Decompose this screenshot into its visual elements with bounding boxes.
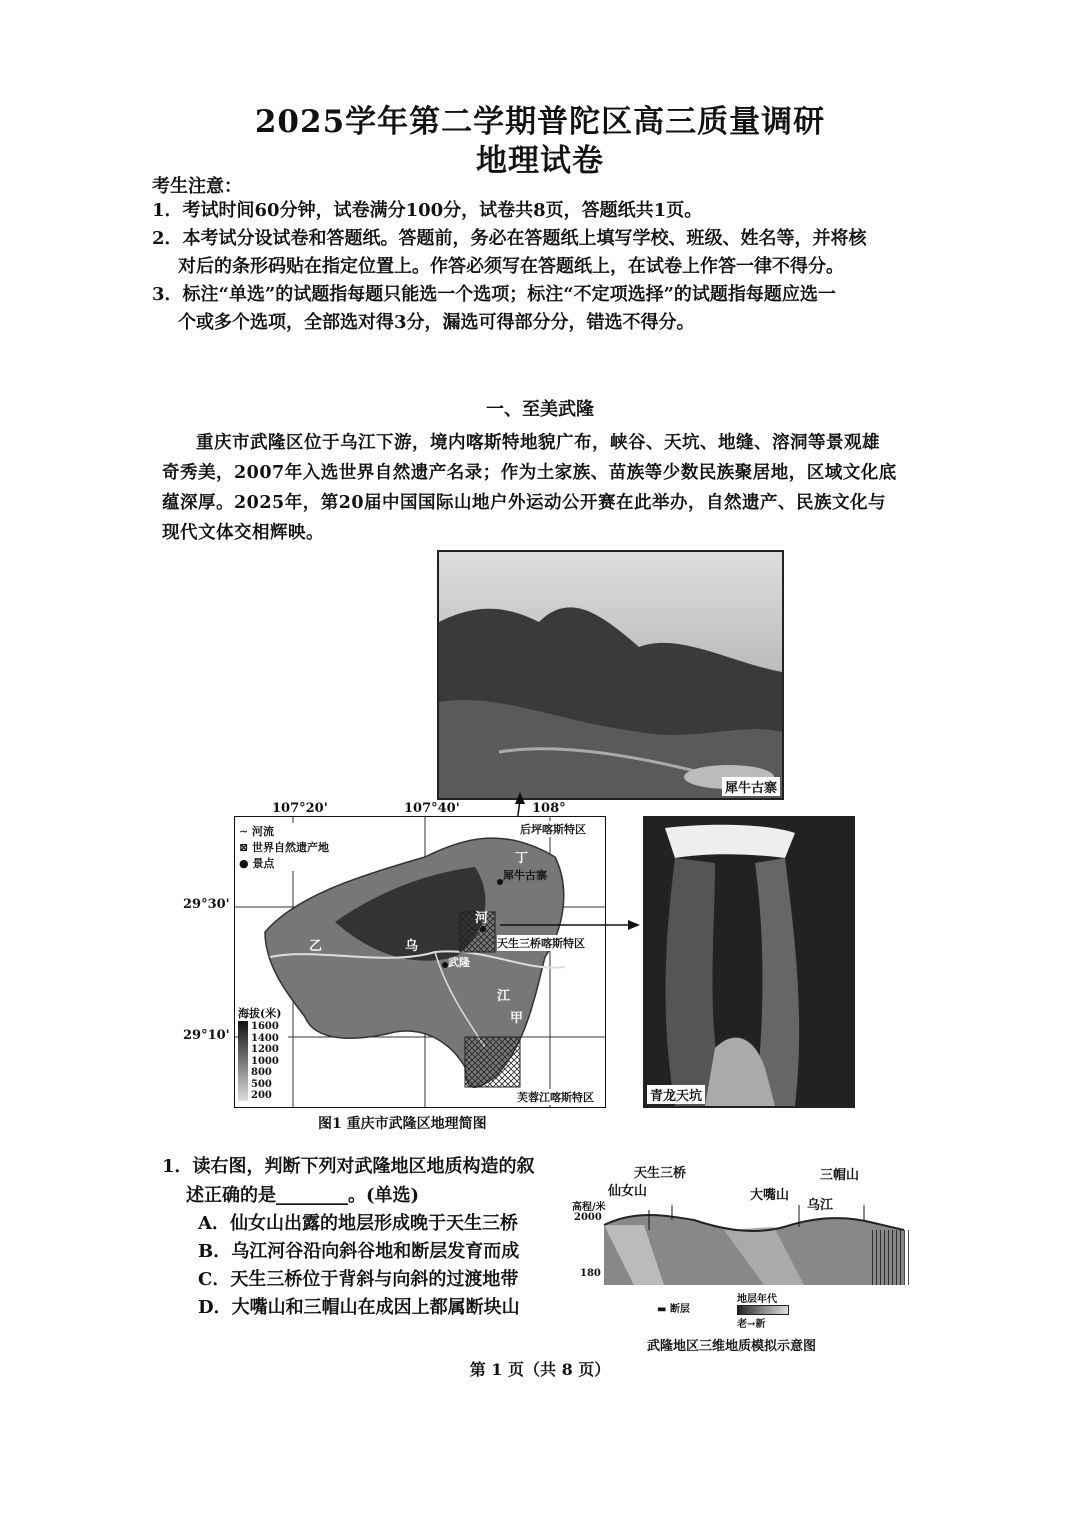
geology-block-diagram	[604, 1205, 914, 1290]
label-ding: 丁	[515, 851, 529, 866]
q1-stem-line-2: 述正确的是________。(单选)	[186, 1185, 420, 1206]
notice-item-2a: 2．本考试分设试卷和答题纸。答题前，务必在答题纸上填写学校、班级、姓名等，并将核	[152, 228, 867, 249]
figure2-caption: 武隆地区三维地质模拟示意图	[647, 1339, 817, 1354]
lat-label-1: 29°30'	[183, 897, 230, 912]
exam-title: 2025学年第二学期普陀区高三质量调研	[254, 104, 826, 140]
label-jiang: 江	[497, 989, 511, 1004]
q1-option-a[interactable]: A．仙女山出露的地层形成晚于天生三桥	[198, 1213, 518, 1234]
label-dazui-3d: 大嘴山	[750, 1188, 790, 1203]
map-legend	[239, 823, 329, 871]
wulong-map	[234, 816, 606, 1108]
lat-label-2: 29°10'	[183, 1028, 230, 1043]
label-tiansheng: 天生三桥喀斯特区	[497, 937, 585, 950]
intro-line-2: 奇秀美，2007年入选世界自然遗产名录；作为土家族、苗族等少数民族聚居地，区域文化底	[162, 463, 897, 483]
label-yi: 乙	[309, 939, 323, 954]
label-wulong: 武隆	[448, 956, 470, 969]
notice-item-3b: 个或多个选项，全部选对得3分，漏选可得部分分，错选不得分。	[178, 312, 695, 333]
xiniu-photo-label: 犀牛古寨	[722, 777, 780, 796]
q1-option-c[interactable]: C．天生三桥位于背斜与向斜的过渡地带	[198, 1269, 519, 1290]
notice-heading: 考生注意：	[152, 176, 242, 197]
lon-label-2: 107°40'	[404, 801, 460, 816]
label-houping: 后坪喀斯特区	[520, 823, 586, 836]
q1-stem-line-1: 1．读右图，判断下列对武隆地区地质构造的叙	[162, 1156, 535, 1177]
age-gradient-bar	[737, 1305, 789, 1315]
mountain-landscape-image	[439, 552, 782, 798]
legend-age-3d: 地层年代 老→新	[737, 1290, 789, 1330]
exam-subtitle: 地理试卷	[476, 143, 604, 179]
notice-item-1: 1．考试时间60分钟，试卷满分100分，试卷共8页，答题纸共1页。	[152, 200, 703, 221]
section-title: 一、至美武隆	[486, 399, 594, 420]
label-wujiang-3d: 乌江	[807, 1198, 834, 1213]
intro-line-3: 蕴深厚。2025年，第20届中国国际山地户外运动公开赛在此举办，自然遗产、民族文化与	[162, 493, 887, 513]
qinglong-sinkhole-photo	[643, 816, 855, 1108]
label-xiannv-3d: 仙女山	[608, 1184, 648, 1199]
heritage-icon: ⊠	[239, 841, 253, 854]
elevation-values: 1600 1400 1200 1000 800 500 200	[251, 1021, 279, 1101]
legend-river: ∼ 河流	[239, 825, 275, 838]
sinkhole-image	[645, 818, 853, 1106]
river-icon: ∼	[239, 825, 253, 838]
elevation-legend	[238, 1005, 288, 1102]
label-xiniu: 犀牛古寨	[503, 869, 547, 882]
lon-label-1: 107°20'	[272, 801, 328, 816]
axis-top-3d: 2000	[574, 1212, 602, 1223]
qinglong-photo-label: 青龙天坑	[647, 1085, 705, 1104]
xiniu-village-photo	[437, 550, 784, 800]
intro-line-4: 现代文体交相辉映。	[162, 523, 324, 543]
label-jia: 甲	[510, 1011, 524, 1026]
axis-bottom-3d: 180	[580, 1268, 601, 1279]
intro-line-1: 重庆市武隆区位于乌江下游，境内喀斯特地貌广布，峡谷、天坑、地缝、溶洞等景观雄	[196, 433, 880, 453]
fault-line-icon: ▬	[657, 1304, 670, 1315]
axis-title-3d: 高程/米	[572, 1202, 606, 1213]
q1-option-b[interactable]: B．乌江河谷沿向斜谷地和断层发育而成	[198, 1241, 520, 1262]
figure1-caption: 图1 重庆市武隆区地理简图	[318, 1116, 487, 1132]
elevation-title: 海拔(米)	[238, 1007, 282, 1020]
legend-spot: ● 景点	[239, 857, 275, 870]
page-number: 第 1 页（共 8 页）	[469, 1360, 611, 1379]
q1-option-d[interactable]: D．大嘴山和三帽山在成因上都属断块山	[198, 1297, 520, 1318]
label-tiansheng-3d: 天生三桥	[634, 1166, 687, 1181]
geology-figure	[572, 1150, 917, 1355]
legend-fault-3d: ▬ 断层	[657, 1304, 690, 1315]
label-wu: 乌	[405, 939, 419, 954]
notice-item-2b: 对后的条形码贴在指定位置上。作答必须写在答题纸上，在试卷上作答一律不得分。	[178, 256, 844, 277]
label-sanmao-3d: 三帽山	[820, 1168, 860, 1183]
arrow-to-right-photo	[500, 915, 645, 935]
notice-item-3a: 3．标注“单选”的试题指每题只能选一个选项；标注“不定项选择”的试题指每题应选一	[152, 284, 836, 305]
spot-icon: ●	[239, 857, 253, 870]
lon-label-3: 108°	[532, 801, 566, 816]
label-he: 河	[475, 911, 489, 926]
label-furong: 芙蓉江喀斯特区	[517, 1091, 594, 1104]
elevation-bar	[238, 1021, 248, 1101]
legend-heritage: ⊠ 世界自然遗产地	[239, 841, 330, 854]
